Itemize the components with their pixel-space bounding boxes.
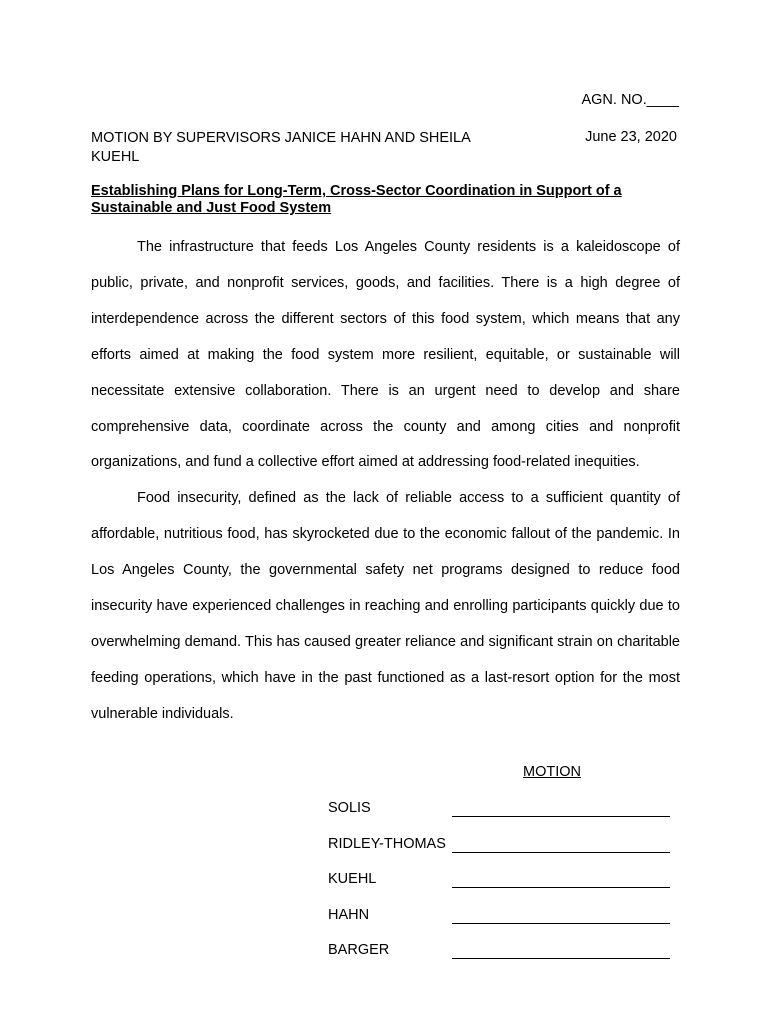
body-text [91, 230, 680, 733]
supervisor-name: HAHN [328, 906, 370, 923]
vote-row [328, 836, 678, 872]
agenda-number: AGN. NO.____ [581, 92, 679, 108]
vote-row [328, 800, 678, 836]
motion-heading: MOTION [523, 764, 581, 780]
supervisor-name: SOLIS [328, 800, 371, 816]
motion-by-supervisors: MOTION BY SUPERVISORS JANICE HAHN AND SHEILA KUEHL [91, 130, 470, 165]
paragraph: Food insecurity, defined as the lack of reliable access to a sufficient quantity of affordable, nutritious food, has skyrocketed due to the economic fallout of the pandemic. In Los Angeles County, the governmental safety net programs designed to reduce food insecurity have experienced challenges in reaching and enrolling participants quickly due to overwhelming demand. This has caused greater reliance and significant strain on charitable feeding operations, which have in the past functioned as a last-resort option for the most vulnerable individuals. [91, 490, 680, 722]
supervisor-name: RIDLEY-THOMAS [328, 835, 446, 852]
motion-date: June 23, 2020 [585, 129, 677, 145]
vote-row [328, 907, 678, 943]
supervisor-vote-list [328, 800, 678, 978]
supervisor-name: KUEHL [328, 871, 377, 888]
vote-row [328, 871, 678, 907]
signature-line [452, 852, 670, 853]
signature-line [452, 923, 670, 924]
paragraph: The infrastructure that feeds Los Angeles County residents is a kaleidoscope of public, private, and nonprofit services, goods, and facilities. There is a high degree of interdependence across the different sectors of this food system, which means that any efforts aimed at making the food system more resilient, equitable, or sustainable will necessitate extensive collaboration. There is an urgent need to develop and share comprehensive data, coordinate across the county and among cities and nonprofit organizations, and fund a collective effort aimed at addressing food-related inequities. [91, 239, 680, 471]
signature-line [452, 887, 670, 888]
supervisor-name: BARGER [328, 942, 390, 959]
signature-line [452, 816, 670, 817]
vote-row [328, 942, 678, 978]
signature-line [452, 958, 670, 959]
document-title: Establishing Plans for Long-Term, Cross-Sector Coordination in Support of a Sustainable and Just Food System [91, 183, 622, 216]
